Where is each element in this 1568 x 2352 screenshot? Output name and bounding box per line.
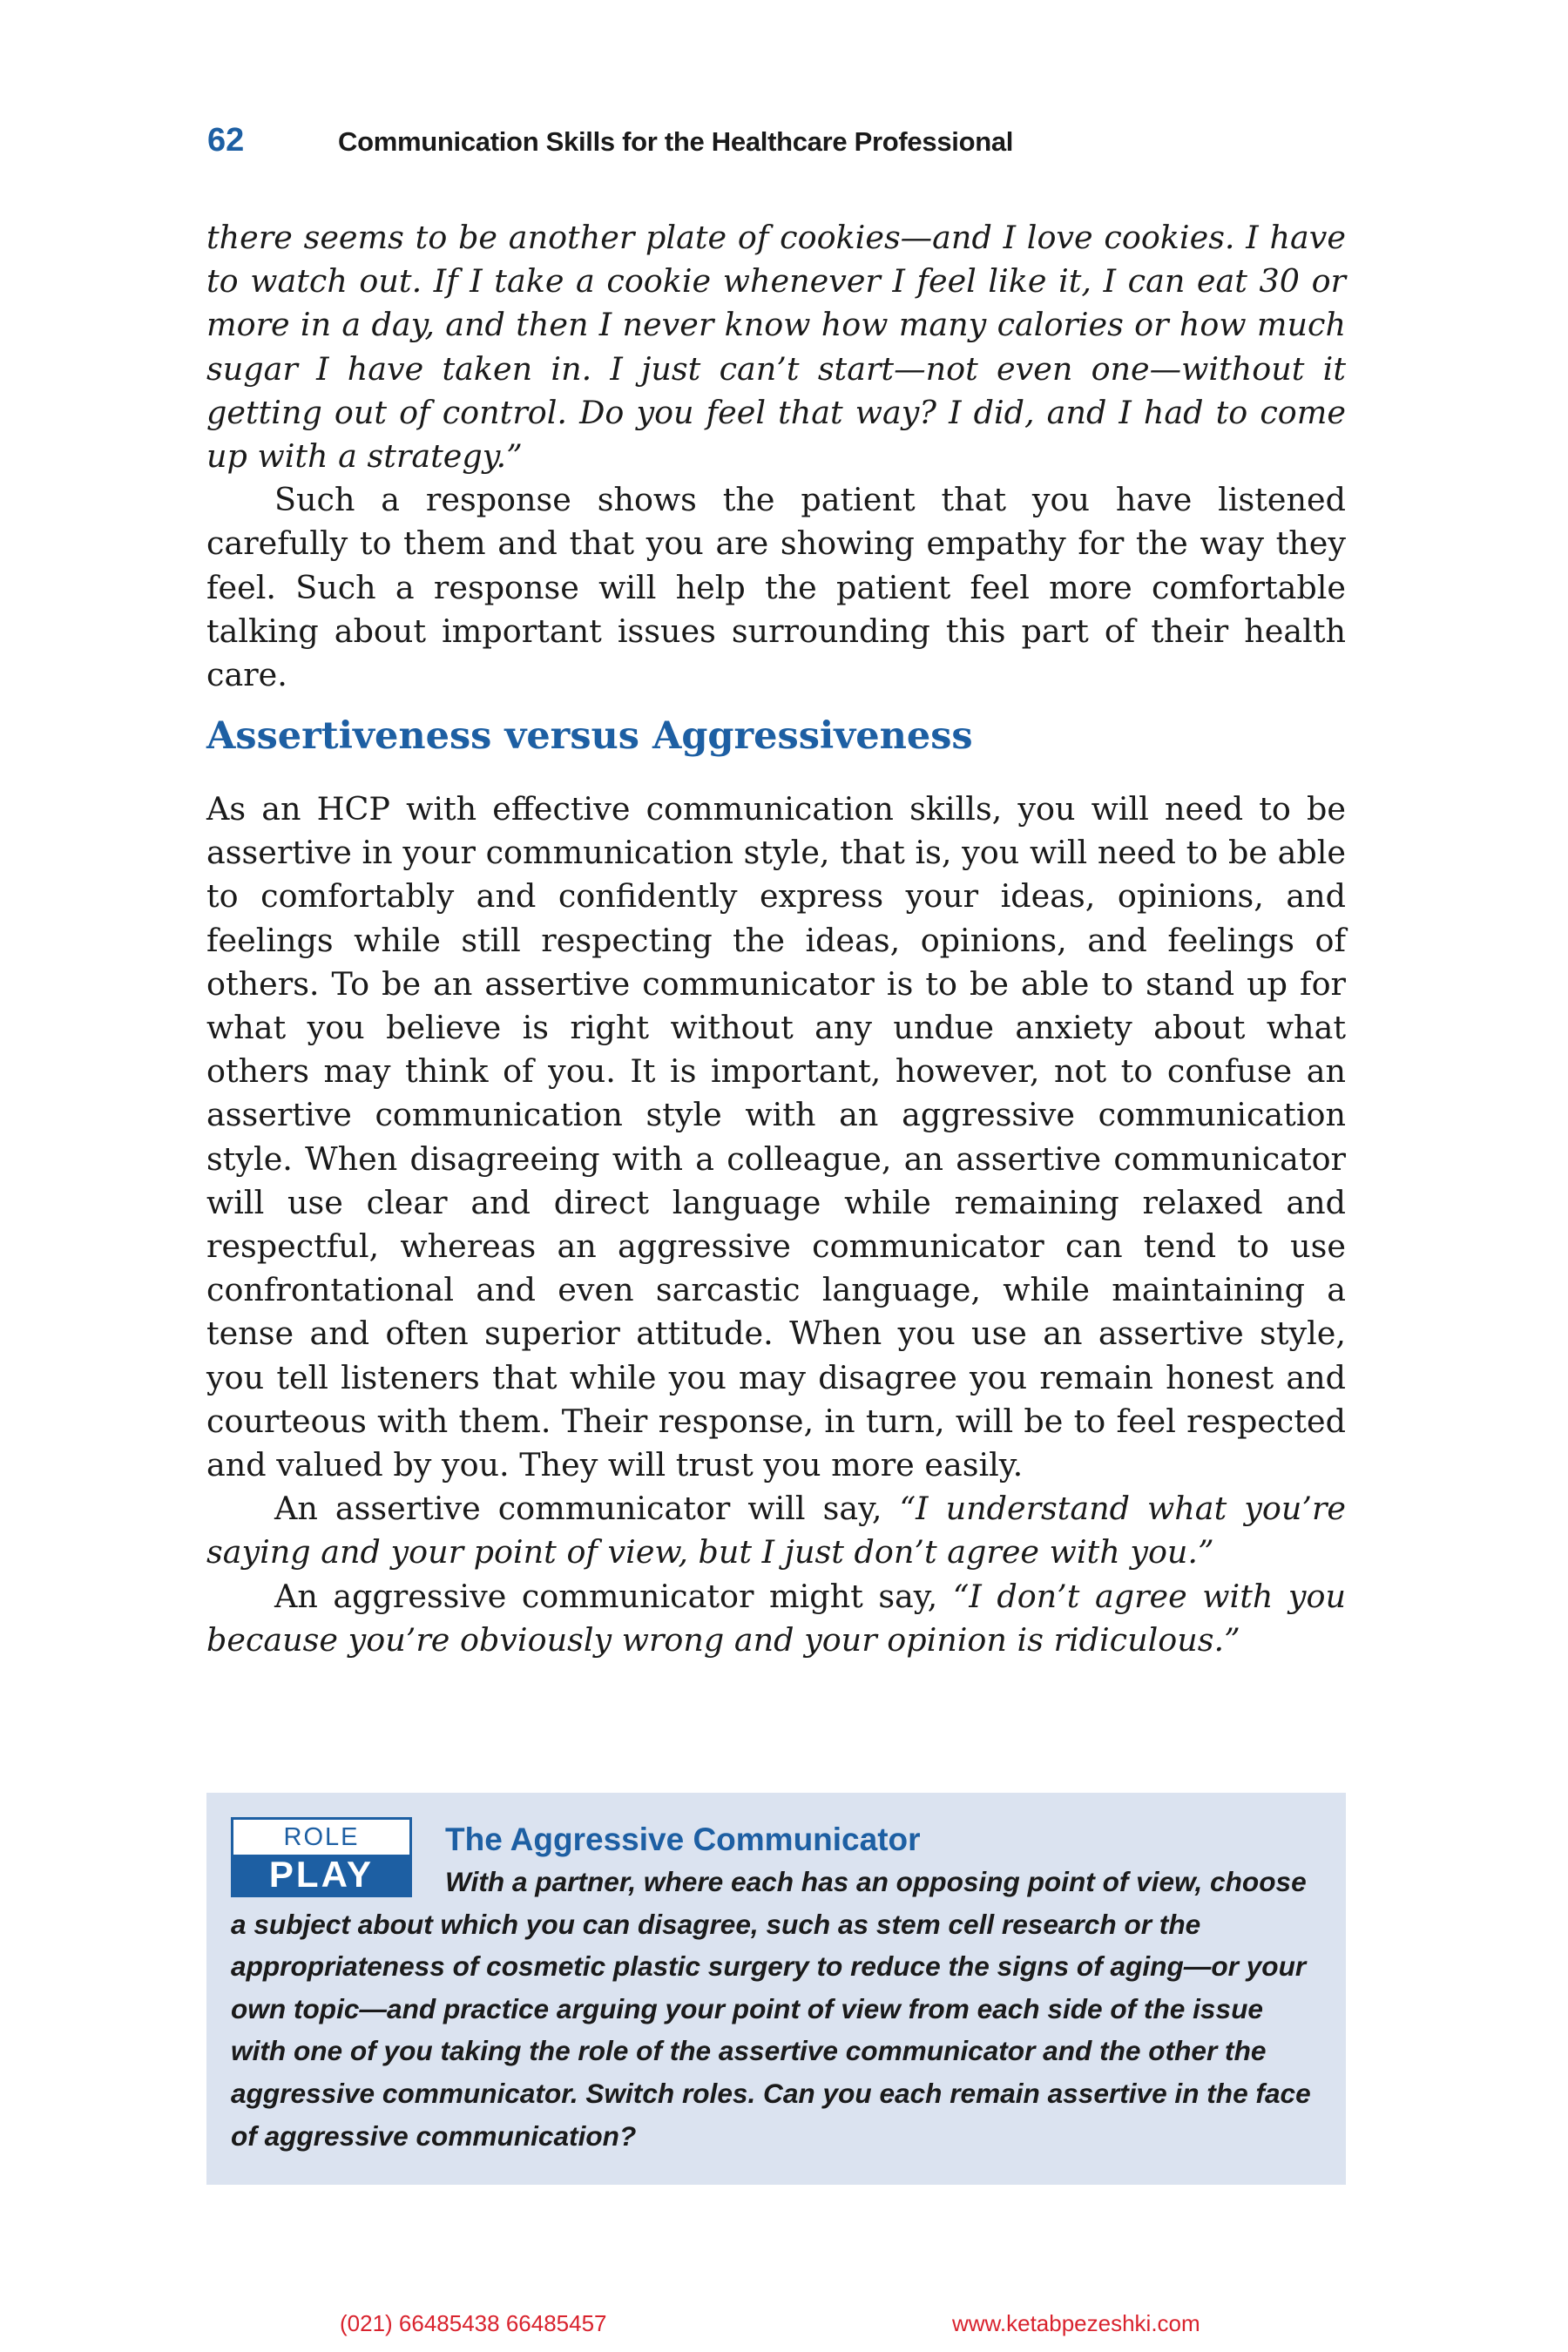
- running-header: [207, 122, 1013, 174]
- page-number: 62: [207, 122, 245, 159]
- aggressive-example: [206, 1575, 1346, 1662]
- role-play-title: The Aggressive Communicator: [445, 1821, 921, 1857]
- running-title: Communication Skills for the Healthcare Professional: [338, 126, 1014, 157]
- assertive-example: [206, 1487, 1346, 1574]
- quote-block: [206, 216, 1346, 697]
- role-play-text: With a partner, where each has an opposing point of view, choose a subject about which you can disagree, such as stem cell research or the appropriateness of cosmetic plastic surgery to reduce the signs of aging—or your own topic—and practice arguing your point of view from each side of the issue with one of you taking the role of the assertive communicator and the other the aggressive communicator. Switch roles. Can you each remain assertive in the face of aggressive communication?: [231, 1866, 1311, 2152]
- badge-role-label: ROLE: [283, 1823, 360, 1851]
- badge-play-label: PLAY: [233, 1855, 409, 1895]
- role-play-box: [206, 1793, 1346, 2185]
- aggressive-lead: An aggressive communicator might say,: [274, 1577, 953, 1615]
- role-play-badge: [231, 1817, 412, 1897]
- assertive-lead: An assertive communicator will say,: [274, 1490, 900, 1528]
- assertiveness-paragraph: As an HCP with effective communication skills, you will need to be assertive in your communication style, that is, you will need to be able to comfortably and confidently express your ideas, opinions, and feelings while still respecting the ideas, opinions, and feelings of others. To be an assertive communicator is to be able to stand up for what you believe is right without any undue anxiety about what others may think of you. It is important, however, not to confuse an assertive communication style with an aggressive communication style. When disagreeing with a colleague, an assertive communicator will use clear and direct language while remaining relaxed and respectful, whereas an aggressive communicator can tend to use confrontational and even sarcastic language, while maintaining a tense and often superior attitude. When you use an assertive style, you tell listeners that while you may disagree you remain honest and courteous with them. Their response, in turn, will be to feel respected and valued by you. They will trust you more easily.: [206, 790, 1346, 1484]
- aggressive-quote: “I don’t agree with you because you’re obviously wrong and your opinion is ridiculous.”: [206, 1577, 1346, 1659]
- footer-website: www.ketabpezeshki.com: [952, 2310, 1200, 2336]
- response-paragraph: Such a response shows the patient that you have listened carefully to them and that you are showing empathy for the way they feel. Such a response will help the patient feel more comfortable talking about important issues surrounding this part of their health care.: [206, 481, 1346, 694]
- assertive-quote: “I understand what you’re saying and your point of view, but I just don’t agree with you.”: [206, 1490, 1346, 1571]
- section-heading: Assertiveness versus Aggressiveness: [206, 714, 973, 758]
- quote-continuation: there seems to be another plate of cookies—and I love cookies. I have to watch out. If I take a cookie whenever I feel like it, I can eat 30 or more in a day, and then I never know how many calories or how much sugar I have taken in. I just can’t start—not even one—without it getting out of control. Do you feel that way? I did, and I had to come up with a strategy.”: [206, 219, 1346, 476]
- section-body: [206, 787, 1346, 1662]
- footer-phone: (021) 66485438 66485457: [340, 2310, 607, 2336]
